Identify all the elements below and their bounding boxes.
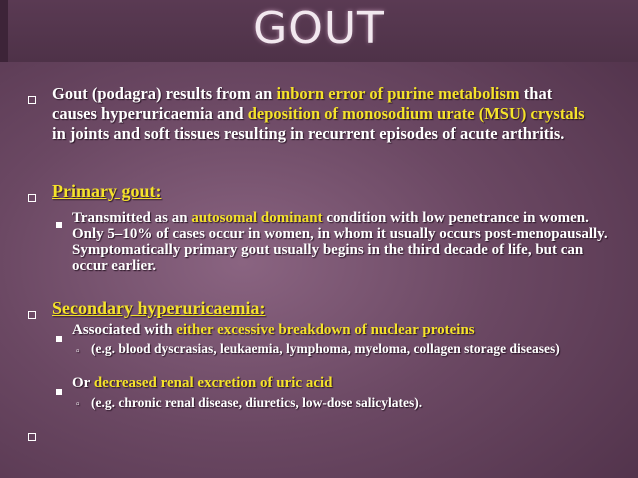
secondary-item-nuclear-proteins (72, 322, 612, 338)
bullet-gout-definition (52, 84, 600, 144)
secondary-item-nuclear-proteins-examples: (e.g. blood dyscrasias, leukaemia, lymphoma, myeloma, collagen storage diseases) (91, 341, 560, 356)
sub-sub-bullet-marker-icon: ▫ (76, 346, 80, 357)
text-span: that causes hyperuricaemia and (52, 84, 553, 123)
sub-bullet-marker-icon (56, 329, 62, 347)
sub-bullet-marker-icon (56, 382, 62, 400)
primary-gout-description (72, 210, 612, 274)
text-span: Or (72, 375, 94, 391)
bullet-marker-icon (28, 428, 36, 446)
text-span: Gout (podagra) results from an (52, 84, 277, 103)
sub-sub-bullet-marker-icon: ▫ (76, 399, 80, 410)
highlight-inborn-error: inborn error of purine metabolism (276, 84, 520, 103)
highlight-renal-excretion: decreased renal excretion of uric acid (93, 375, 333, 391)
bullet-marker-icon (28, 306, 36, 324)
secondary-item-renal-excretion (72, 375, 612, 391)
highlight-nuclear-proteins: either excessive breakdown of nuclear proteins (176, 322, 475, 338)
secondary-item-renal-excretion-examples: (e.g. chronic renal disease, diuretics, low-dose salicylates). (91, 395, 423, 410)
slide-title: GOUT (253, 3, 385, 54)
heading-primary-gout: Primary gout: (52, 181, 162, 201)
sub-bullet-marker-icon (56, 215, 62, 233)
bullet-marker-icon (28, 91, 36, 109)
highlight-autosomal-dominant: autosomal dominant (191, 210, 323, 226)
heading-secondary-hyperuricaemia: Secondary hyperuricaemia: (52, 298, 266, 318)
bullet-marker-icon (28, 189, 36, 207)
text-span: condition with low penetrance in women. Only 5–10% of cases occur in women, in whom it usually occurs post-menopausally. Symptomatically primary gout usually begins in the third decade of life, but can occur earlier. (72, 210, 608, 274)
text-span: in joints and soft tissues resulting in recurrent episodes of acute arthritis. (52, 124, 565, 143)
highlight-msu-crystals: deposition of monosodium urate (MSU) crystals (247, 104, 585, 123)
text-span: Associated with (72, 322, 177, 338)
text-span: Transmitted as an (72, 210, 192, 226)
